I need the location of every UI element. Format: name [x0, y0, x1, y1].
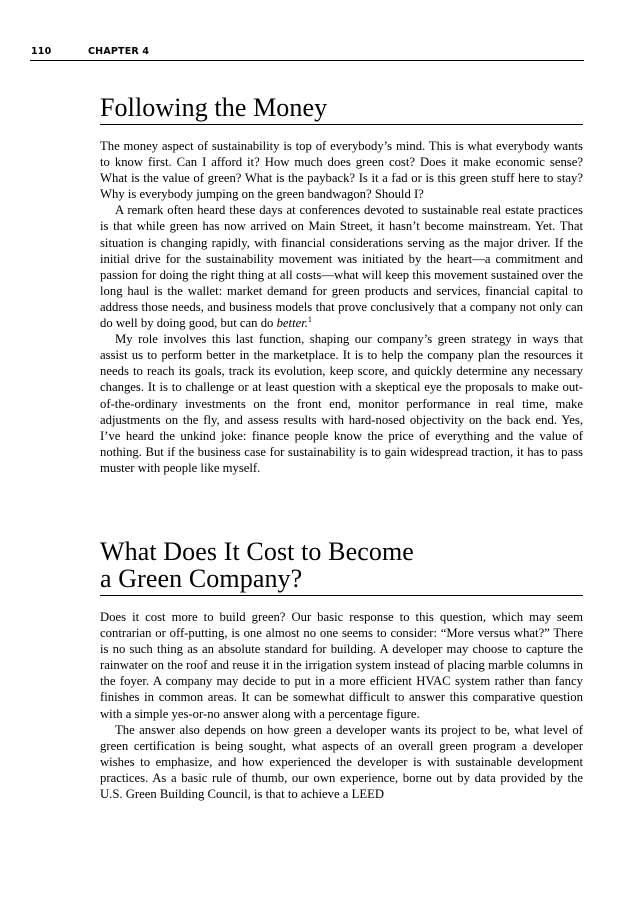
page-number: 110	[31, 46, 52, 57]
header-rule	[30, 60, 584, 61]
section-heading	[100, 538, 583, 596]
heading-line: a Green Company?	[100, 564, 303, 593]
body-paragraph: The money aspect of sustainability is top of everybody’s mind. This is what everybody wants to know first. Can I afford it? How much does green cost? Does it make economic sense? What is the value of green? What is the payback? Is it a fad or is this green stuff here to stay? Why is everybody jumping on the green bandwagon? Should I?	[100, 139, 583, 202]
emphasis-text: better.	[276, 316, 308, 331]
body-paragraph	[100, 202, 583, 331]
body-paragraph: My role involves this last function, shaping our company’s green strategy in ways that assist us to perform better in the marketplace. It is to help the company plan the resources it needs to reach its goals, track its evolution, keep score, and quickly determine any necessary changes. It is to challenge or at least question with a skeptical eye the proposals to make out-of-the-ordinary investments on the front end, monitor performance in real time, make adjustments on the fly, and assess results with hard-nosed objectivity on the back end. Yes, I’ve heard the unkind joke: finance people know the price of everything and the value of nothing. But if the business case for sustainability is to gain widespread traction, it has to pass muster with people like myself.	[100, 332, 583, 475]
running-head	[30, 46, 584, 60]
section-heading: Following the Money	[100, 94, 583, 125]
footnote-marker: 1	[307, 315, 312, 325]
chapter-label: CHAPTER 4	[88, 46, 150, 57]
paragraph-text: A remark often heard these days at conferences devoted to sustainable real estate practices is that while green has now arrived on Main Street, it hasn’t become mainstream. Yet. That situation is changing rapidly, with financial considerations serving as the major driver. If the initial drive for the sustainability movement was initiated by the heart—a commitment and passion for doing the right thing at all costs—what will keep this movement sustained over the long haul is the wallet: market demand for green products and services, financial capital to address those needs, and business models that prove conclusively that a company not only can do well by doing good, but can do	[100, 203, 583, 331]
heading-line: What Does It Cost to Become	[100, 537, 414, 566]
section-cost-to-become-green	[100, 538, 583, 802]
body-paragraph: The answer also depends on how green a developer wants its project to be, what level of green certification is being sought, what aspects of an overall green program a developer wishes to emphasize, and how experienced the developer is with sustainable development practices. As a basic rule of thumb, our own experience, borne out by data provided by the U.S. Green Building Council, is that to achieve a LEED	[100, 722, 583, 802]
body-paragraph: Does it cost more to build green? Our basic response to this question, which may seem contrarian or off-putting, is one almost no one seems to consider: “More versus what?” There is no such thing as an absolute standard for building. A developer may choose to capture the rainwater on the roof and reuse it in the irrigation system instead of placing marble columns in the foyer. A company may decide to put in a more efficient HVAC system rather than fancy finishes in common areas. It can be somewhat difficult to answer this comparative question with a simple yes-or-no answer along with a percentage figure.	[100, 610, 583, 721]
section-following-the-money	[100, 94, 583, 476]
